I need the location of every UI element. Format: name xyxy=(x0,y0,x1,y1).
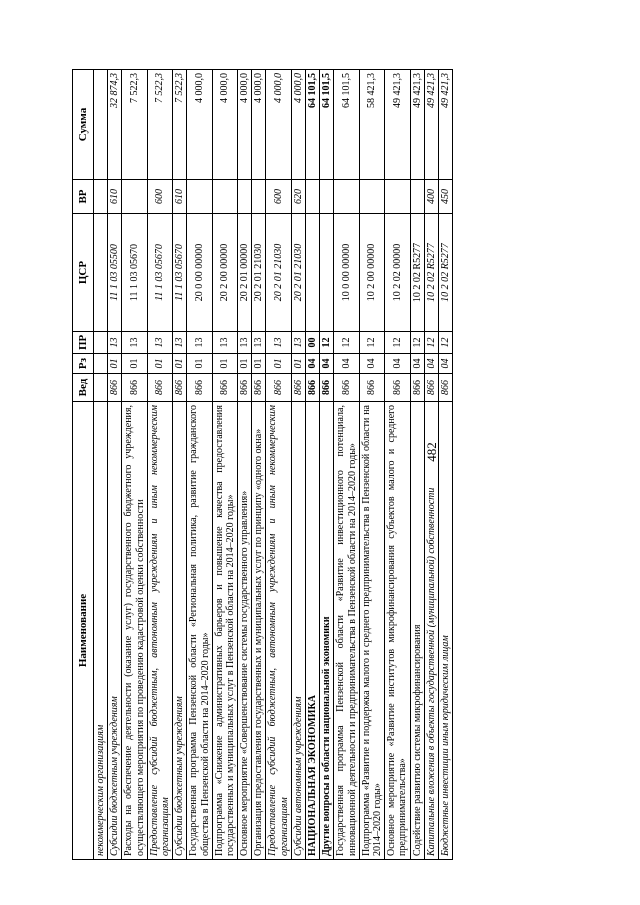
table-row xyxy=(173,70,187,860)
header-ved: Вед xyxy=(73,374,94,402)
cell-pr: 12 xyxy=(334,332,359,354)
cell-csr: 20 0 00 00000 xyxy=(187,214,212,332)
cell-ved: 866 xyxy=(187,374,212,402)
cell-vr: 620 xyxy=(291,180,305,214)
cell-pr: 12 xyxy=(320,332,334,354)
cell-vr xyxy=(334,180,359,214)
cell-vr: 600 xyxy=(147,180,172,214)
table-row xyxy=(212,70,237,860)
cell-rz: 04 xyxy=(438,354,452,374)
cell-name: Содействие развитию системы микрофинансирования xyxy=(410,402,424,860)
cell-sum: 4 000,0 xyxy=(291,70,305,180)
rotated-page-content xyxy=(72,70,570,860)
cell-vr xyxy=(320,180,334,214)
cell-name: Основное мероприятие «Совершенствование системы государственного управления» xyxy=(238,402,252,860)
cell-name: Государственная программа Пензенской области «Развитие инвестиционного потенциала, инновационной деятельности и предпринимательства в Пензенской области на 2014–2020 годы» xyxy=(334,402,359,860)
cell-vr: 610 xyxy=(108,180,122,214)
cell-sum: 4 000,0 xyxy=(252,70,266,180)
cell-rz: 01 xyxy=(122,354,147,374)
cell-rz: 04 xyxy=(359,354,384,374)
cell-name: Другие вопросы в области национальной экономики xyxy=(320,402,334,860)
cell-ved: 866 xyxy=(359,374,384,402)
table-row xyxy=(266,70,291,860)
table-row xyxy=(410,70,424,860)
cell-rz: 01 xyxy=(173,354,187,374)
cell-vr xyxy=(306,180,320,214)
cell-sum: 4 000,0 xyxy=(238,70,252,180)
cell-pr: 13 xyxy=(187,332,212,354)
table-row xyxy=(385,70,410,860)
cell-name: Субсидии автономным учреждениям xyxy=(291,402,305,860)
cell-csr xyxy=(320,214,334,332)
cell-sum: 32 874,3 xyxy=(108,70,122,180)
cell-csr xyxy=(94,214,108,332)
table-row xyxy=(306,70,320,860)
table-row xyxy=(108,70,122,860)
cell-name: некоммерческим организациям xyxy=(94,402,108,860)
cell-ved: 866 xyxy=(122,374,147,402)
cell-pr: 12 xyxy=(410,332,424,354)
cell-csr: 11 1 03 05500 xyxy=(108,214,122,332)
cell-ved: 866 xyxy=(424,374,438,402)
table-row xyxy=(438,70,452,860)
cell-ved: 866 xyxy=(320,374,334,402)
cell-sum: 7 522,3 xyxy=(147,70,172,180)
cell-sum: 49 421,3 xyxy=(385,70,410,180)
cell-ved: 866 xyxy=(291,374,305,402)
cell-vr: 450 xyxy=(438,180,452,214)
cell-ved: 866 xyxy=(252,374,266,402)
cell-rz: 04 xyxy=(320,354,334,374)
table-row xyxy=(359,70,384,860)
cell-ved: 866 xyxy=(438,374,452,402)
cell-name: Бюджетные инвестиции иным юридическим лицам xyxy=(438,402,452,860)
cell-rz: 01 xyxy=(238,354,252,374)
cell-ved: 866 xyxy=(306,374,320,402)
cell-sum: 7 522,3 xyxy=(122,70,147,180)
cell-sum: 64 101,5 xyxy=(320,70,334,180)
cell-csr: 10 2 02 R5277 xyxy=(410,214,424,332)
cell-vr xyxy=(359,180,384,214)
cell-rz: 04 xyxy=(385,354,410,374)
cell-vr: 400 xyxy=(424,180,438,214)
cell-name: Предоставление субсидий бюджетным, автономным учреждениям и иным некоммерческим организациям xyxy=(147,402,172,860)
cell-vr xyxy=(187,180,212,214)
cell-ved: 866 xyxy=(266,374,291,402)
cell-csr: 10 2 02 00000 xyxy=(385,214,410,332)
cell-rz: 01 xyxy=(212,354,237,374)
cell-sum: 58 421,3 xyxy=(359,70,384,180)
cell-rz: 01 xyxy=(252,354,266,374)
cell-name: Государственная программа Пензенской области «Региональная политика, развитие гражданского общества в Пензенской области на 2014–2020 годы» xyxy=(187,402,212,860)
cell-ved: 866 xyxy=(173,374,187,402)
cell-name: Организация предоставления государственных и муниципальных услуг по принципу «одного окна» xyxy=(252,402,266,860)
cell-vr xyxy=(252,180,266,214)
cell-ved xyxy=(94,374,108,402)
cell-pr: 12 xyxy=(359,332,384,354)
cell-sum: 4 000,0 xyxy=(266,70,291,180)
cell-pr: 13 xyxy=(122,332,147,354)
table-row xyxy=(291,70,305,860)
cell-ved: 866 xyxy=(108,374,122,402)
cell-vr xyxy=(94,180,108,214)
cell-rz: 04 xyxy=(424,354,438,374)
table-row xyxy=(334,70,359,860)
page-number: 482 xyxy=(424,442,439,462)
header-pr: ПР xyxy=(73,332,94,354)
cell-rz: 04 xyxy=(334,354,359,374)
cell-vr xyxy=(122,180,147,214)
cell-csr xyxy=(306,214,320,332)
cell-pr: 13 xyxy=(212,332,237,354)
cell-ved: 866 xyxy=(212,374,237,402)
cell-sum: 4 000,0 xyxy=(212,70,237,180)
cell-name: Подпрограмма «Снижение административных барьеров и повышение качества предоставления государственных и муниципальных услуг в Пензенской области на 2014–2020 годы» xyxy=(212,402,237,860)
cell-name: Подпрограмма «Развитие и поддержка малого и среднего предпринимательства в Пензенской области на 2014–2020 годы» xyxy=(359,402,384,860)
cell-csr: 11 1 03 05670 xyxy=(122,214,147,332)
cell-vr xyxy=(238,180,252,214)
cell-vr xyxy=(385,180,410,214)
cell-name: НАЦИОНАЛЬНАЯ ЭКОНОМИКА xyxy=(306,402,320,860)
cell-rz: 01 xyxy=(108,354,122,374)
cell-name: Расходы на обеспечение деятельности (оказание услуг) государственного бюджетного учреждения, осуществляющего мероприятия по проведению кадастровой оценки собственности xyxy=(122,402,147,860)
cell-name: Субсидии бюджетным учреждениям xyxy=(108,402,122,860)
cell-pr: 13 xyxy=(147,332,172,354)
cell-sum: 49 421,3 xyxy=(424,70,438,180)
cell-csr: 10 0 00 00000 xyxy=(334,214,359,332)
table-row xyxy=(187,70,212,860)
cell-name: Основное мероприятие «Развитие институтов микрофинансирования субъектов малого и среднего предпринимательства» xyxy=(385,402,410,860)
budget-table xyxy=(72,69,453,860)
table-row xyxy=(238,70,252,860)
cell-ved: 866 xyxy=(238,374,252,402)
cell-pr: 12 xyxy=(385,332,410,354)
cell-ved: 866 xyxy=(334,374,359,402)
cell-pr: 13 xyxy=(252,332,266,354)
header-name: Наименование xyxy=(73,402,94,860)
cell-pr xyxy=(94,332,108,354)
cell-rz xyxy=(94,354,108,374)
cell-sum: 4 000,0 xyxy=(187,70,212,180)
cell-sum: 64 101,5 xyxy=(334,70,359,180)
cell-pr: 13 xyxy=(291,332,305,354)
header-csr: ЦСР xyxy=(73,214,94,332)
table-row xyxy=(122,70,147,860)
table-row xyxy=(320,70,334,860)
cell-csr: 20 2 01 21030 xyxy=(291,214,305,332)
cell-pr: 13 xyxy=(238,332,252,354)
cell-csr: 20 2 00 00000 xyxy=(212,214,237,332)
cell-rz: 01 xyxy=(291,354,305,374)
cell-name: Субсидии бюджетным учреждениям xyxy=(173,402,187,860)
cell-rz: 01 xyxy=(147,354,172,374)
cell-csr: 20 2 01 21030 xyxy=(266,214,291,332)
cell-csr: 20 2 01 00000 xyxy=(238,214,252,332)
cell-csr: 20 2 01 21030 xyxy=(252,214,266,332)
table-row xyxy=(252,70,266,860)
cell-csr: 10 2 02 R5277 xyxy=(438,214,452,332)
cell-ved: 866 xyxy=(385,374,410,402)
header-vr: ВР xyxy=(73,180,94,214)
cell-pr: 13 xyxy=(108,332,122,354)
cell-csr: 10 2 00 00000 xyxy=(359,214,384,332)
cell-csr: 11 1 03 05670 xyxy=(147,214,172,332)
cell-name: Капитальные вложения в объекты государственной (муниципальной) собственности xyxy=(424,402,438,860)
cell-sum: 64 101,5 xyxy=(306,70,320,180)
cell-csr: 11 1 03 05670 xyxy=(173,214,187,332)
cell-sum: 49 421,3 xyxy=(410,70,424,180)
cell-pr: 13 xyxy=(266,332,291,354)
cell-sum: 49 421,3 xyxy=(438,70,452,180)
cell-vr xyxy=(212,180,237,214)
cell-vr: 610 xyxy=(173,180,187,214)
cell-rz: 01 xyxy=(187,354,212,374)
cell-name: Предоставление субсидий бюджетным, автономным учреждениям и иным некоммерческим организациям xyxy=(266,402,291,860)
table-row xyxy=(94,70,108,860)
cell-ved: 866 xyxy=(410,374,424,402)
header-sum: Сумма xyxy=(73,70,94,180)
cell-pr: 12 xyxy=(438,332,452,354)
cell-pr: 12 xyxy=(424,332,438,354)
cell-pr: 00 xyxy=(306,332,320,354)
table-body xyxy=(94,70,453,860)
table-row xyxy=(424,70,438,860)
cell-sum: 7 522,3 xyxy=(173,70,187,180)
cell-vr: 600 xyxy=(266,180,291,214)
header-rz: Рз xyxy=(73,354,94,374)
cell-ved: 866 xyxy=(147,374,172,402)
table-header-row xyxy=(73,70,94,860)
cell-vr xyxy=(410,180,424,214)
table-row xyxy=(147,70,172,860)
cell-pr: 13 xyxy=(173,332,187,354)
cell-sum xyxy=(94,70,108,180)
cell-rz: 01 xyxy=(266,354,291,374)
cell-csr: 10 2 02 R5277 xyxy=(424,214,438,332)
cell-rz: 04 xyxy=(306,354,320,374)
cell-rz: 04 xyxy=(410,354,424,374)
